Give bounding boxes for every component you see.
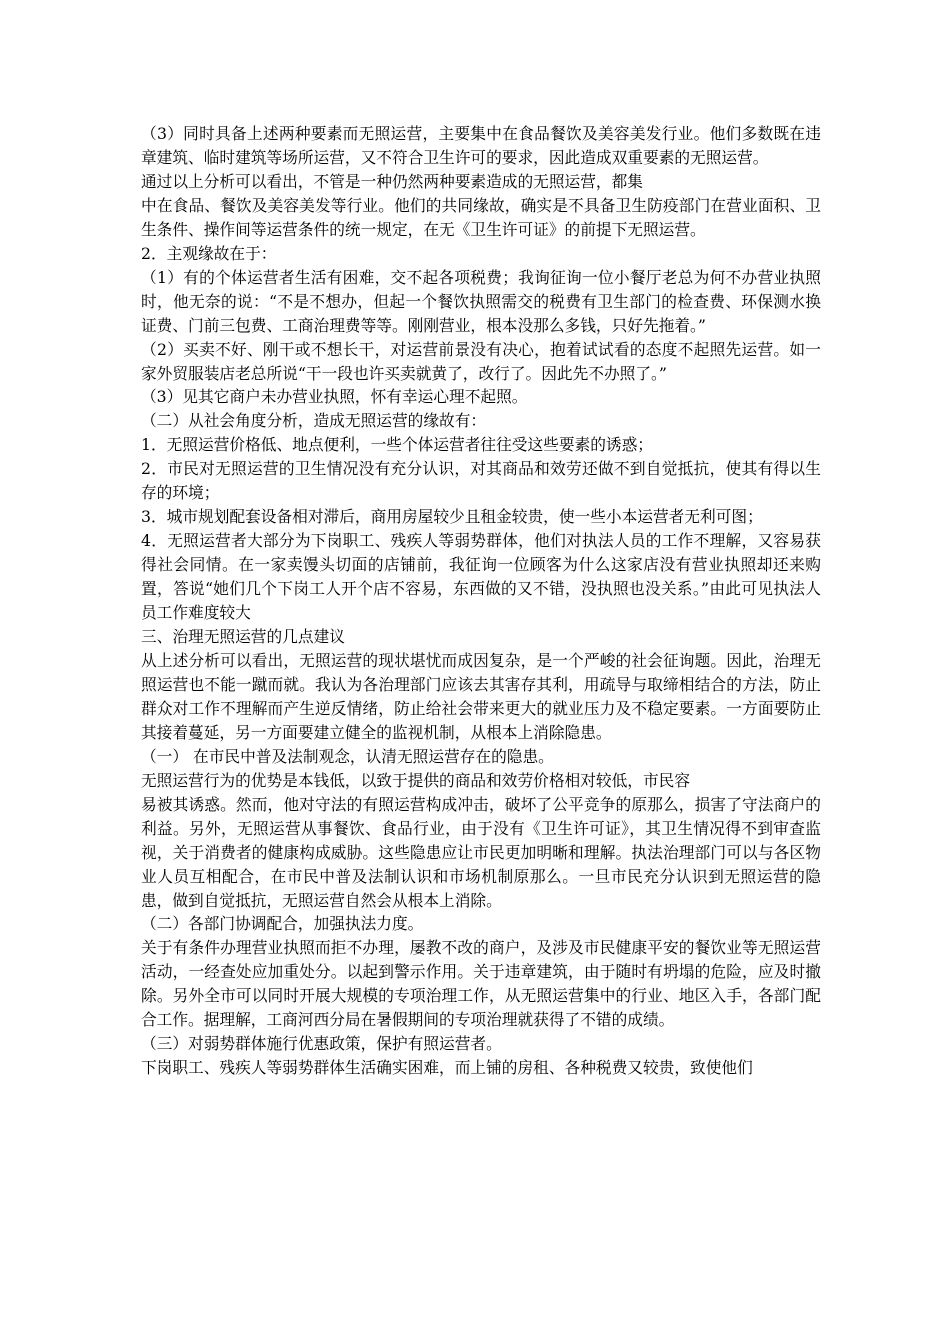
paragraph: 易被其诱惑。然而，他对守法的有照运营构成冲击，破坏了公平竞争的原那么，损害了守法商户的利益。另外，无照运营从事餐饮、食品行业，由于没有《卫生许可证》，其卫生情况得不到审查监视，关于消费者的健康构成威胁。这些隐患应让市民更加明晰和理解。执法治理部门可以与各区物业人员互相配合，在市民中普及法制认识和市场机制原那么。一旦市民充分认识到无照运营的隐患，做到自觉抵抗，无照运营自然会从根本上消除。 [141,794,821,910]
paragraph: 2．市民对无照运营的卫生情况没有充分认识，对其商品和效劳还做不到自觉抵抗，使其有得以生存的环境； [141,459,821,503]
subsection-heading: （三）对弱势群体施行优惠政策，保护有照运营者。 [141,1034,502,1054]
paragraph: 无照运营行为的优势是本钱低，以致于提供的商品和效劳价格相对较低，市民容 [141,770,691,790]
paragraph: （1）有的个体运营者生活有困难，交不起各项税费；我询征询一位小餐厅老总为何不办营业执照时，他无奈的说：“不是不想办，但起一个餐饮执照需交的税费有卫生部门的检查费、环保测水换证费、门前三包费、工商治理费等等。刚刚营业，根本没那么多钱，只好先拖着。” [141,267,821,335]
document-body [141,122,821,1080]
paragraph: （3）见其它商户未办营业执照，怀有幸运心理不起照。 [141,387,528,407]
subsection-heading: （一） 在市民中普及法制观念，认清无照运营存在的隐患。 [141,746,554,766]
paragraph: （二）从社会角度分析，造成无照运营的缘故有： [141,411,487,431]
paragraph: 3．城市规划配套设备相对滞后，商用房屋较少且租金较贵，使一些小本运营者无利可图； [141,507,763,527]
paragraph: 2．主观缘故在于： [141,243,277,263]
paragraph: （3）同时具备上述两种要素而无照运营，主要集中在食品餐饮及美容美发行业。他们多数既在违章建筑、临时建筑等场所运营，又不符合卫生许可的要求，因此造成双重要素的无照运营。 [141,124,821,167]
section-heading: 三、治理无照运营的几点建议 [141,627,345,647]
paragraph: 中在食品、餐饮及美容美发等行业。他们的共同缘故，确实是不具备卫生防疫部门在营业面积、卫生条件、操作间等运营条件的统一规定，在无《卫生许可证》的前提下无照运营。 [141,195,821,239]
paragraph: 下岗职工、残疾人等弱势群体生活确实困难，而上铺的房租、各种税费又较贵，致使他们 [141,1058,753,1078]
paragraph: （2）买卖不好、刚干或不想长干，对运营前景没有决心，抱着试试看的态度不起照先运营。如一家外贸服装店老总所说“干一段也许买卖就黄了，改行了。因此先不办照了。” [141,339,821,383]
paragraph: 4．无照运营者大部分为下岗职工、残疾人等弱势群体，他们对执法人员的工作不理解，又容易获得社会同情。在一家卖馒头切面的店铺前，我征询一位顾客为什么这家店没有营业执照却还来购置，答说“她们几个下岗工人开个店不容易，东西做的又不错，没执照也没关系。”由此可见执法人员工作难度较大 [141,531,821,623]
paragraph: 1．无照运营价格低、地点便利，一些个体运营者往往受这些要素的诱惑； [141,435,653,455]
paragraph: 从上述分析可以看出，无照运营的现状堪忧而成因复杂，是一个严峻的社会征询题。因此，治理无照运营也不能一蹴而就。我认为各治理部门应该去其害存其利，用疏导与取缔相结合的方法，防止群众对工作不理解而产生逆反情绪，防止给社会带来更大的就业压力及不稳定要素。一方面要防止其接着蔓延，另一方面要建立健全的监视机制，从根本上消除隐患。 [141,650,821,742]
paragraph: 通过以上分析可以看出，不管是一种仍然两种要素造成的无照运营，都集 [141,171,643,191]
subsection-heading: （二）各部门协调配合，加强执法力度。 [141,914,424,934]
paragraph: 关于有条件办理营业执照而拒不办理，屡教不改的商户，及涉及市民健康平安的餐饮业等无照运营活动，一经查处应加重处分。以起到警示作用。关于违章建筑，由于随时有坍塌的危险，应及时撤除。另外全市可以同时开展大规模的专项治理工作，从无照运营集中的行业、地区入手，各部门配合工作。据理解，工商河西分局在暑假期间的专项治理就获得了不错的成绩。 [141,938,821,1030]
